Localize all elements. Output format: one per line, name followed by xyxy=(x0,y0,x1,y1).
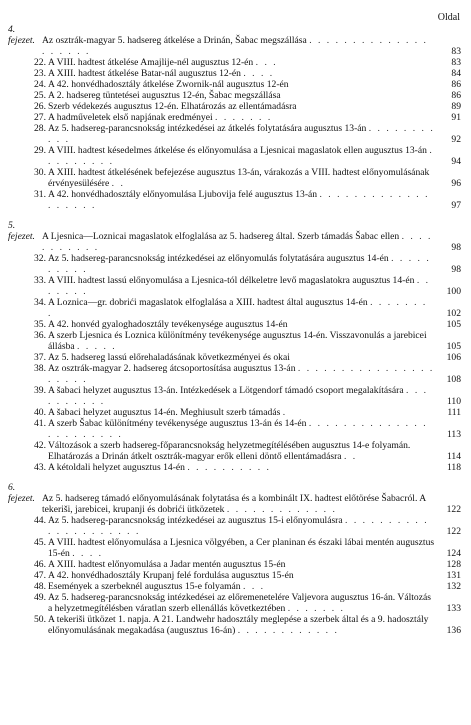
section-number: 46. xyxy=(34,559,46,570)
leader-dots: . . . . . . . . . . . xyxy=(42,231,433,253)
leader-dots: . xyxy=(282,407,288,418)
leader-dots: . . . . . . . . . . xyxy=(48,385,429,407)
leader-dots: . . . . . . . . . . . . . . . . . . . . . xyxy=(48,363,435,385)
section-number: 34. xyxy=(34,297,46,308)
section-page-number: 108 xyxy=(446,374,461,385)
section-title: Az 5. hadsereg-parancsnokság intézkedései az átkelés folytatására augusztus 13-án xyxy=(48,123,367,134)
section-title: A tekeriši ütközet 1. napja. A 21. Landwehr hadosztály meglepése a szerbek által és a 9. hadosztály előnyomulásának megakadása (augusztus 16-án) xyxy=(48,614,429,636)
section-number: 29. xyxy=(34,145,46,156)
section-title: Az osztrák-magyar 2. hadsereg átcsoportosítása augusztus 13-án xyxy=(48,363,296,374)
section-page-number: 102 xyxy=(446,308,461,319)
section-page-number: 133 xyxy=(446,603,461,614)
list-item xyxy=(28,515,461,537)
section-number: 36. xyxy=(34,330,46,341)
chapter-title: A Ljesnica—Loznicai magaslatok elfoglalása az 5. hadsereg által. Szerb támadás Šabac ellen xyxy=(42,231,400,242)
chapter-label: 4. fejezet. xyxy=(8,24,35,46)
leader-dots: . . . xyxy=(255,57,278,68)
chapter-page-number: 122 xyxy=(446,504,461,515)
section-title: A 42. honvédhadosztály előnyomulása Ljubovija felé augusztus 13-án xyxy=(48,189,318,200)
section-title: A kétoldali helyzet augusztus 14-én xyxy=(48,462,185,473)
section-number: 26. xyxy=(34,101,46,112)
section-page-number: 118 xyxy=(446,462,461,473)
leader-dots: . . xyxy=(343,451,358,462)
section-page-number: 124 xyxy=(446,548,461,559)
list-item xyxy=(28,385,461,407)
list-item xyxy=(28,275,461,297)
section-list xyxy=(28,57,461,211)
list-item xyxy=(28,407,461,418)
list-item xyxy=(28,559,461,570)
section-title: A XIII. hadtest átkelésének befejezése augusztus 13-án, várakozás a VIII. hadtest előnyomulásának érvényesülésére xyxy=(48,167,430,189)
list-item xyxy=(28,297,461,319)
leader-dots: . . . . . . . . . . . xyxy=(48,123,435,145)
list-item xyxy=(28,581,461,592)
section-page-number: 136 xyxy=(446,625,461,636)
section-number: 32. xyxy=(34,253,46,264)
leader-dots: . . . . . . . . . . . . . . . . . . . . . xyxy=(48,515,429,537)
section-page-number: 122 xyxy=(446,526,461,537)
section-title: A 42. honvédhadosztály átkelése Zwornik-nál augusztus 12-én xyxy=(48,79,289,90)
section-number: 48. xyxy=(34,581,46,592)
section-number: 39. xyxy=(34,385,46,396)
leader-dots: . . . . . . . xyxy=(215,112,273,123)
section-page-number: 110 xyxy=(446,396,461,407)
section-title: Az 5. hadsereg lassú előrehaladásának következményei és okai xyxy=(48,352,290,363)
section-number: 35. xyxy=(34,319,46,330)
list-item xyxy=(28,537,461,559)
section-list xyxy=(28,253,461,473)
section-number: 28. xyxy=(34,123,46,134)
section-number: 31. xyxy=(34,189,46,200)
leader-dots: . . . . . . . . . . . . . . . . . . . xyxy=(48,189,430,211)
list-item xyxy=(28,319,461,330)
leader-dots: . . . . xyxy=(243,68,275,79)
section-page-number: 111 xyxy=(447,407,461,418)
section-title: A XIII. hadtest előnyomulása a Jadar mentén augusztus 15-én xyxy=(48,559,286,570)
section-number: 47. xyxy=(34,570,46,581)
leader-dots: . . . . . . . . . . . . . xyxy=(226,504,337,515)
list-item xyxy=(28,189,461,211)
list-item xyxy=(28,352,461,363)
section-page-number: 106 xyxy=(446,352,461,363)
leader-dots: . . . . . . . xyxy=(287,603,345,614)
section-number: 37. xyxy=(34,352,46,363)
table-of-contents xyxy=(8,24,461,636)
section-title: A 2. hadsereg tüntetései augusztus 12-én, Šabac megszállása xyxy=(48,90,281,101)
section-page-number: 128 xyxy=(446,559,461,570)
leader-dots: . . . . . . . . . . xyxy=(48,253,431,275)
leader-dots: . . xyxy=(111,178,125,189)
chapter-heading xyxy=(8,482,461,515)
section-number: 41. xyxy=(34,418,46,429)
section-title: Szerb védekezés augusztus 12-én. Elhatározás az ellentámadásra xyxy=(48,101,297,112)
section-title: A VIII. hadtest átkelése Amajlije-nél augusztus 12-én xyxy=(48,57,254,68)
section-number: 40. xyxy=(34,407,46,418)
section-page-number: 132 xyxy=(446,581,461,592)
section-number: 33. xyxy=(34,275,46,286)
leader-dots: . . . . . . . . . . xyxy=(187,462,271,473)
list-item xyxy=(28,101,461,112)
section-page-number: 84 xyxy=(451,68,461,79)
chapter-block xyxy=(8,482,461,636)
leader-dots: . . . . . . . . . . . . . . . . . . . . xyxy=(42,35,428,57)
chapter-title: Az osztrák-magyar 5. hadsereg átkelése a Drinán, Šabac megszállása xyxy=(42,35,307,46)
leader-dots: . . . . . . . . xyxy=(48,297,428,319)
chapter-block xyxy=(8,24,461,211)
leader-dots: . . . . xyxy=(72,548,104,559)
section-title: A szerb Šabac különítmény tevékenysége augusztus 13-án és 14-én xyxy=(48,418,307,429)
list-item xyxy=(28,363,461,385)
section-page-number: 100 xyxy=(446,286,461,297)
list-item xyxy=(28,570,461,581)
section-title: A VIII. hadtest lassú előnyomulása a Ljesnica-tól délkeletre levő magaslatokra augusztus 14-én xyxy=(48,275,415,286)
leader-dots: . . . . . xyxy=(77,341,117,352)
section-list xyxy=(28,515,461,636)
section-page-number: 91 xyxy=(451,112,461,123)
list-item xyxy=(28,79,461,90)
section-number: 43. xyxy=(34,462,46,473)
section-number: 25. xyxy=(34,90,46,101)
section-title: Az 5. hadsereg-parancsnokság intézkedései az augusztus 15-i előnyomulásra xyxy=(48,515,343,526)
section-page-number: 105 xyxy=(446,319,461,330)
chapter-page-number: 83 xyxy=(451,46,461,57)
section-title: Az 5. hadsereg-parancsnokság intézkedései az előnyomulás folytatására augusztus 14-én xyxy=(48,253,389,264)
section-page-number: 114 xyxy=(446,451,461,462)
chapter-label: 5. fejezet. xyxy=(8,220,35,242)
list-item xyxy=(28,330,461,352)
section-page-number: 96 xyxy=(451,178,461,189)
leader-dots: . . . . . . . . . xyxy=(48,145,434,167)
chapter-block xyxy=(8,220,461,473)
list-item xyxy=(28,462,461,473)
section-page-number: 98 xyxy=(451,264,461,275)
section-title: A VIII. hadtest késedelmes átkelése és előnyomulása a Ljesnicai magaslatok ellen augusztus 13-án xyxy=(48,145,427,156)
section-page-number: 86 xyxy=(451,79,461,90)
section-number: 38. xyxy=(34,363,46,374)
section-page-number: 113 xyxy=(446,429,461,440)
section-title: A Loznica—gr. dobrići magaslatok elfoglalása a XIII. hadtest által augusztus 14-én xyxy=(48,297,368,308)
section-title: A szerb Ljesnica és Loznica különítmény tevékenysége augusztus 14-én. Visszavonulás a jarebicei állásba xyxy=(48,330,427,352)
chapter-title: Az 5. hadsereg támadó előnyomulásának folytatása és a kombinált IX. hadtest előtörése Šabacról. A tekeriši, jarebicei, krupanji és dobrići ütközetek xyxy=(42,493,426,515)
list-item xyxy=(28,592,461,614)
list-item xyxy=(28,123,461,145)
chapter-page-number: 98 xyxy=(451,242,461,253)
list-item xyxy=(28,418,461,440)
section-number: 50. xyxy=(34,614,46,625)
list-item xyxy=(28,68,461,79)
section-number: 23. xyxy=(34,68,46,79)
leader-dots: . . . . . . . . . . . . xyxy=(237,625,339,636)
section-title: A VIII. hadtest előnyomulása a Ljesnica völgyében, a Cer planinan és északi lábai mentén augusztus 15-én xyxy=(48,537,435,559)
section-title: Az 5. hadsereg-parancsnokság intézkedései az előremenetelére Valjevora augusztus 16-án. Változás a helyzetmegítélésben váratlan szerb ellenállás következtében xyxy=(48,592,431,614)
section-title: A šabaci helyzet augusztus 13-án. Intézkedések a Lötgendorf támadó csoport megalakítására xyxy=(48,385,404,396)
chapter-label: 6. fejezet. xyxy=(8,482,35,504)
section-page-number: 86 xyxy=(451,90,461,101)
section-number: 44. xyxy=(34,515,46,526)
section-title: A šabaci helyzet augusztus 14-én. Meghiusult szerb támadás xyxy=(48,407,281,418)
section-title: A 42. honvéd gyaloghadosztály tevékenysége augusztus 14-én xyxy=(48,319,288,330)
section-title: Események a szerbeknél augusztus 15-e folyamán xyxy=(48,581,241,592)
section-number: 42. xyxy=(34,440,46,451)
section-number: 24. xyxy=(34,79,46,90)
section-number: 45. xyxy=(34,537,46,548)
section-title: A 42. honvédhadosztály Krupanj felé fordulása augusztus 15-én xyxy=(48,570,294,581)
section-page-number: 97 xyxy=(451,200,461,211)
section-number: 22. xyxy=(34,57,46,68)
section-title: A hadműveletek első napjának eredményei xyxy=(48,112,213,123)
list-item xyxy=(28,167,461,189)
list-item xyxy=(28,90,461,101)
leader-dots: . . . . . . . xyxy=(48,275,431,297)
list-item xyxy=(28,614,461,636)
section-title: A XIII. hadtest átkelése Batar-nál augusztus 12-én xyxy=(48,68,241,79)
section-page-number: 105 xyxy=(446,341,461,352)
section-title: Változások a szerb hadsereg-főparancsnokság helyzetmegítélésében augusztus 14-e folyamán. Elhatározás a Drinán átkelt osztrák-magyar erők elleni döntő ellentámadásra xyxy=(48,440,411,462)
chapter-heading xyxy=(8,220,461,253)
page-column-header: Oldal xyxy=(437,12,460,23)
section-page-number: 83 xyxy=(451,57,461,68)
leader-dots: . . . xyxy=(243,581,266,592)
section-number: 49. xyxy=(34,592,46,603)
list-item xyxy=(28,253,461,275)
list-item xyxy=(28,112,461,123)
chapter-heading xyxy=(8,24,461,57)
section-page-number: 131 xyxy=(446,570,461,581)
list-item xyxy=(28,440,461,462)
section-number: 27. xyxy=(34,112,46,123)
list-item xyxy=(28,145,461,167)
leader-dots: . . . . . . . . . . . . . . . . . . . . . . . xyxy=(48,418,428,440)
section-page-number: 94 xyxy=(451,156,461,167)
list-item xyxy=(28,57,461,68)
section-page-number: 89 xyxy=(451,101,461,112)
section-page-number: 92 xyxy=(451,134,461,145)
section-number: 30. xyxy=(34,167,46,178)
